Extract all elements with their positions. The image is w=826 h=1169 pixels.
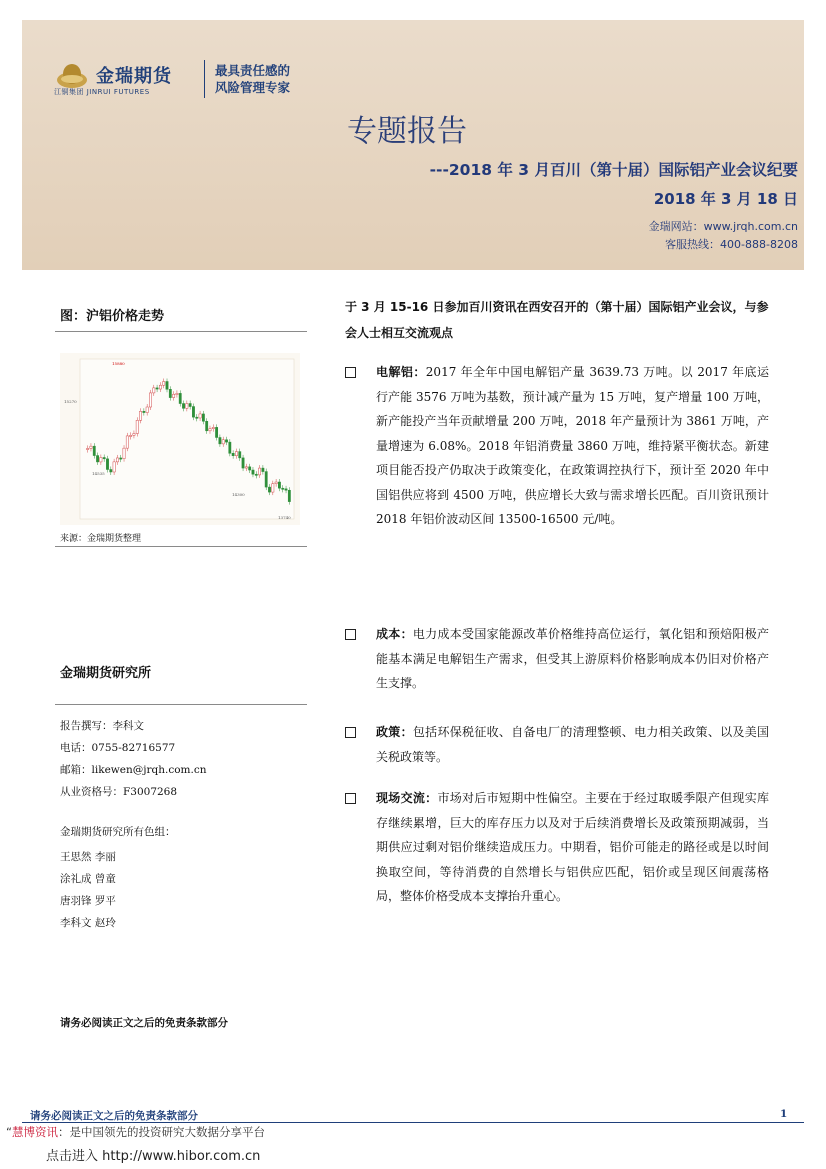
candle-body: [166, 381, 168, 389]
team-member-row: 王思然 李丽: [60, 851, 116, 863]
report-subtitle: ---2018 年 3 月百川（第十届）国际铝产业会议纪要: [429, 161, 798, 179]
candle-body: [139, 411, 141, 420]
slogan-line-1: 最具责任感的: [215, 63, 291, 78]
watermark-text: ：是中国领先的投资研究大数据分享平台: [57, 1125, 265, 1139]
bullet-text: 市场对后市短期中性偏空。主要在于经过取暖季限产但现实库存继续累增，巨大的库存压力以及对于后续消费增长及政策预期减弱，当期供应过剩对铝价继续造成压力。中期看，铝价可能走的路径或是以时间换取空间，等待消费的自然增长与铝供应匹配，铝价或呈现区间震荡格局，整体价格受成本支撑抬升重心。: [376, 791, 769, 903]
company-subname: 江铜集团 JINRUI FUTURES: [54, 88, 150, 96]
candle-body: [100, 457, 102, 461]
candle-body: [156, 388, 158, 389]
divider: [55, 331, 307, 332]
candle-body: [222, 440, 224, 444]
candle-body: [215, 427, 217, 437]
candle-body: [123, 448, 125, 459]
candle-body: [116, 458, 118, 462]
candle-body: [90, 446, 92, 448]
candle-body: [189, 404, 191, 407]
candle-body: [288, 490, 290, 501]
report-header: [22, 20, 804, 270]
candle-body: [172, 394, 174, 397]
watermark-brand: 慧博资讯: [11, 1125, 58, 1139]
candle-body: [242, 458, 244, 468]
checkbox-square-icon: [345, 629, 356, 640]
team-member-row: 涂礼成 曾童: [60, 873, 116, 885]
chart-title: 图：沪铝价格走势: [60, 309, 165, 324]
report-date: 2018 年 3 月 18 日: [653, 190, 798, 208]
bullet-policy: [345, 720, 769, 769]
candle-body: [199, 414, 201, 418]
team-title: 金瑞期货研究所有色组：: [60, 826, 176, 838]
candle-body: [113, 462, 115, 472]
page-number: 1: [780, 1108, 788, 1120]
candle-body: [245, 467, 247, 468]
candle-body: [258, 468, 260, 475]
candle-body: [255, 474, 257, 475]
candle-body: [272, 484, 274, 492]
candle-body: [239, 452, 241, 458]
license-line: 从业资格号：F3007268: [60, 786, 178, 798]
checkbox-square-icon: [345, 727, 356, 738]
candle-body: [149, 393, 151, 407]
candle-body: [249, 467, 251, 470]
disclaimer-note: 请务必阅读正文之后的免责条款部分: [60, 1017, 228, 1029]
candle-body: [86, 448, 88, 449]
label-p1: 15270: [64, 399, 77, 404]
checkbox-square-icon: [345, 793, 356, 804]
candle-body: [206, 421, 208, 431]
report-title: 专题报告: [347, 114, 467, 149]
slogan-line-2: 风险管理专家: [215, 80, 291, 95]
candle-body: [143, 411, 145, 412]
bullet-field-exchange: [345, 786, 769, 909]
bullet-label: 电解铝：: [376, 365, 426, 379]
chart-source: 来源：金瑞期货整理: [60, 534, 142, 544]
candle-body: [103, 457, 105, 458]
candle-body: [275, 482, 277, 484]
team-member-row: 李科文 赵玲: [60, 917, 116, 929]
bullet-electrolytic-aluminum: [345, 360, 769, 532]
team-member-row: 唐羽锋 罗平: [60, 895, 116, 907]
candle-body: [262, 468, 264, 471]
bullet-label: 政策：: [376, 725, 413, 739]
bullet-label: 成本：: [376, 627, 413, 641]
candle-body: [136, 420, 138, 433]
aluminum-price-chart: [60, 353, 300, 525]
candle-body: [192, 407, 194, 418]
candle-body: [96, 456, 98, 462]
candle-body: [153, 388, 155, 393]
candle-body: [268, 487, 270, 492]
candle-body: [282, 488, 284, 489]
watermark-link[interactable]: 点击进入 http://www.hibor.com.cn: [46, 1149, 261, 1164]
candle-body: [146, 407, 148, 413]
hotline: 客服热线：400-888-8208: [665, 238, 798, 251]
candle-body: [129, 435, 131, 436]
candle-body: [252, 470, 254, 474]
candle-body: [225, 440, 227, 442]
candle-body: [163, 381, 165, 385]
candle-body: [106, 459, 108, 470]
candle-body: [120, 458, 122, 459]
team-members: [60, 846, 116, 934]
candle-body: [285, 489, 287, 490]
company-name: 金瑞期货: [96, 66, 172, 87]
candle-body: [93, 446, 95, 455]
author-line: 报告撰写：李科文: [60, 720, 144, 732]
label-p2: 14535: [92, 471, 105, 476]
bullet-text: 2017 年全年中国电解铝产量 3639.73 万吨。以 2017 年底运行产能 3576 万吨为基数，预计减产量为 15 万吨，复产增量 100 万吨，新产能投产当年贡献增量 200 万吨，2018 年产量预计为 3861 万吨，产量增速为 6.08%。2018 年铝消费量 3860 万吨，维持紧平衡状态。新建项目能否投产仍取决于政策变化，在政策调控执行下，预计至 2020 年中国铝供应将到 4500 万吨，供应增长大致与需求增长匹配。百川资讯预计 2018 年铝价波动区间 13500-16500 元/吨。: [376, 365, 769, 526]
candle-body: [209, 429, 211, 431]
phone-line: 电话：0755-82716577: [60, 742, 176, 754]
candle-body: [212, 427, 214, 428]
candle-body: [186, 404, 188, 409]
slogan: [215, 62, 290, 96]
candle-body: [229, 442, 231, 453]
candle-body: [110, 469, 112, 471]
footer-disclaimer: 请务必阅读正文之后的免责条款部分: [30, 1110, 198, 1122]
candle-body: [265, 472, 267, 488]
candle-body: [196, 417, 198, 418]
watermark-line: “慧博资讯：是中国领先的投资研究大数据分享平台: [6, 1125, 265, 1139]
divider: [55, 704, 307, 705]
candle-body: [182, 404, 184, 409]
candle-body: [232, 453, 234, 455]
candle-body: [126, 436, 128, 448]
label-high: 15880: [112, 361, 125, 366]
bullet-text: 电力成本受国家能源改革价格维持高位运行，氧化铝和预焙阳极产能基本满足电解铝生产需求，但受其上游原料价格影响成本仍旧对价格产生支撑。: [376, 627, 769, 690]
divider: [55, 546, 307, 547]
candle-body: [179, 393, 181, 403]
logo-divider: [204, 60, 205, 98]
institute-name: 金瑞期货研究所: [60, 666, 152, 681]
candle-body: [169, 389, 171, 397]
candle-body: [202, 414, 204, 421]
intro-paragraph: 于 3 月 15-16 日参加百川资讯在西安召开的（第十届）国际铝产业会议，与参会人士相互交流观点: [345, 300, 769, 340]
candle-body: [278, 482, 280, 488]
candle-body: [235, 452, 237, 456]
website: 金瑞网站：www.jrqh.com.cn: [648, 220, 798, 233]
label-low: 13740: [278, 515, 291, 520]
checkbox-square-icon: [345, 367, 356, 378]
candle-body: [219, 437, 221, 443]
bullet-cost: [345, 622, 769, 696]
bullet-text: 包括环保税征收、自备电厂的清理整顿、电力相关政策、以及美国关税政策等。: [376, 725, 769, 764]
candle-body: [176, 393, 178, 394]
candle-body: [133, 433, 135, 435]
candle-body: [159, 385, 161, 389]
bullet-label: 现场交流：: [376, 791, 438, 805]
label-p3: 14300: [232, 492, 245, 497]
author-contact: [60, 715, 207, 803]
footer-rule: [22, 1122, 804, 1123]
email-line: 邮箱：likewen@jrqh.com.cn: [60, 764, 207, 776]
